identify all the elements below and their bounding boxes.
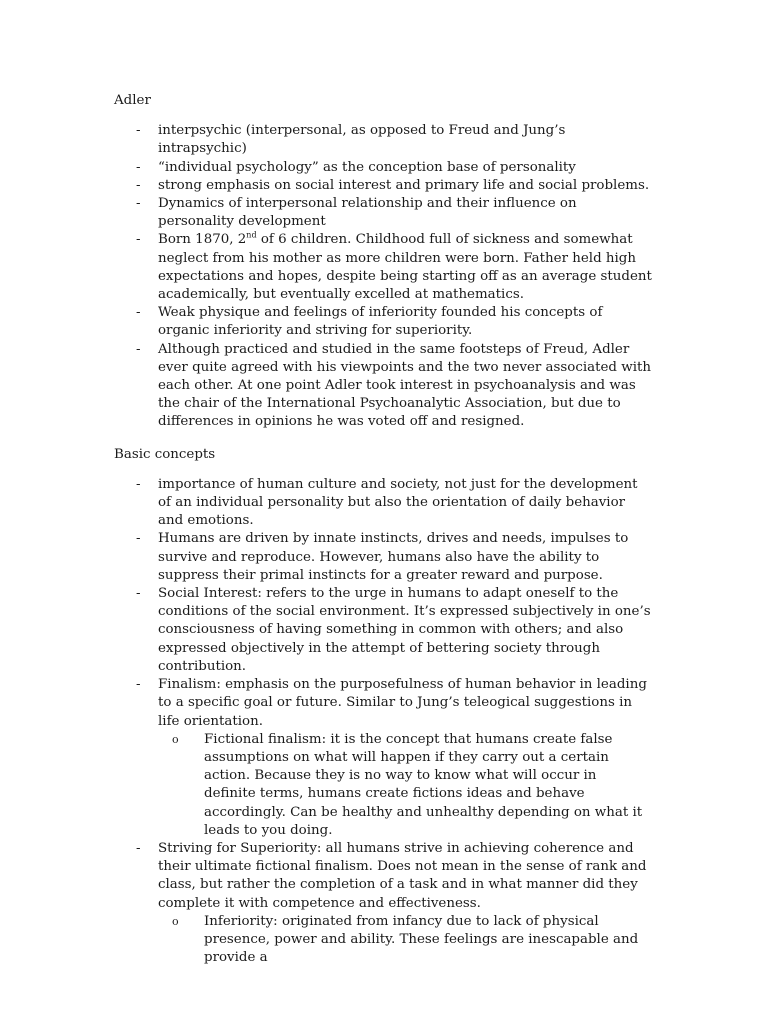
dash-bullet: -	[136, 159, 141, 175]
list-item-text: Striving for Superiority: all humans strive in achieving coherence and their ultimate fictional finalism. Does not mean in the sense of rank and class, but rather the completion of a task and in what manner did they complete it with competence and effectiveness.	[158, 840, 647, 911]
list-item-text: importance of human culture and society, not just for the development of an individual personality but also the orientation of daily behavior and emotions.	[158, 476, 638, 529]
sub-list-item-text: Inferiority: originated from infancy due to lack of physical presence, power and ability. These feelings are inescapable and provide a	[204, 913, 639, 966]
list-item	[114, 341, 652, 432]
adler-list	[114, 122, 652, 431]
list-item-text: Finalism: emphasis on the purposefulness of human behavior in leading to a specific goal or future. Similar to Jung’s teleogical suggestions in life orientation.	[158, 677, 647, 729]
basic-concepts-list	[114, 476, 652, 967]
dash-bullet: -	[136, 586, 141, 602]
list-item-text: Although practiced and studied in the same footsteps of Freud, Adler ever quite agreed with his viewpoints and the two never associated with each other. At one point Adler took interest in psychoanalysis and was the chair of the International Psychoanalytic Association, but due to differences in opinions he was voted off and resigned.	[158, 341, 651, 430]
section-heading-adler: Adler	[114, 93, 151, 108]
dash-bullet: -	[136, 123, 141, 139]
dash-bullet: -	[136, 531, 141, 547]
list-item-text: Weak physique and feelings of inferiority founded his concepts of organic inferiority and striving for superiority.	[158, 305, 603, 339]
dash-bullet: -	[136, 177, 141, 193]
born-text-start: Born 1870, 2	[158, 232, 247, 248]
ordinal-suffix: nd	[246, 230, 257, 240]
list-item	[114, 122, 652, 158]
list-item	[114, 231, 652, 304]
list-item-text: strong emphasis on social interest and primary life and social problems.	[158, 177, 650, 193]
dash-bullet: -	[136, 196, 141, 212]
sub-list	[158, 731, 652, 840]
list-item	[114, 159, 652, 177]
list-item	[114, 530, 652, 585]
list-item-text: interpsychic (interpersonal, as opposed to Freud and Jung’s intrapsychic)	[158, 123, 566, 157]
list-item-text: Social Interest: refers to the urge in humans to adapt oneself to the conditions of the social environment. It’s expressed subjectively in one’s consciousness of having something in common with others; and also expressed objectively in the attempt of bettering society through contribution.	[158, 586, 651, 674]
circle-bullet: o	[172, 914, 179, 928]
list-item	[114, 304, 652, 340]
section-heading-basic-concepts: Basic concepts	[114, 446, 216, 462]
list-item	[114, 195, 652, 231]
list-item	[114, 177, 652, 195]
list-item	[114, 476, 652, 531]
sub-list-item	[158, 913, 652, 968]
list-item-text: “individual psychology” as the conception base of personality	[158, 159, 576, 175]
born-text-end: of 6 children. Childhood full of sickness and somewhat neglect from his mother as more children were born. Father held high expectations and hopes, despite being starting off as an average student academically, but eventually excelled at mathematics.	[158, 232, 652, 303]
sub-list-item-text: Fictional finalism: it is the concept that humans create false assumptions on what will happen if they carry out a certain action. Because they is no way to know what will occur in definite terms, humans create fictions ideas and behave accordingly. Can be healthy and unhealthy depending on what it leads to you doing.	[204, 731, 643, 838]
list-item-text: Dynamics of interpersonal relationship and their influence on personality development	[158, 196, 577, 230]
list-item	[114, 840, 652, 967]
list-item-text	[158, 232, 652, 302]
sub-list	[158, 913, 652, 968]
dash-bullet: -	[136, 476, 141, 492]
dash-bullet: -	[136, 840, 141, 856]
list-item	[114, 585, 652, 676]
circle-bullet: o	[172, 732, 179, 746]
list-item-text: Humans are driven by innate instincts, drives and needs, impulses to survive and reproduce. However, humans also have the ability to suppress their primal instincts for a greater reward and purpose.	[158, 531, 629, 583]
sub-list-item	[158, 731, 652, 840]
list-item	[114, 676, 652, 840]
dash-bullet: -	[136, 677, 141, 693]
dash-bullet: -	[136, 305, 141, 321]
dash-bullet: -	[136, 232, 141, 248]
dash-bullet: -	[136, 341, 141, 357]
